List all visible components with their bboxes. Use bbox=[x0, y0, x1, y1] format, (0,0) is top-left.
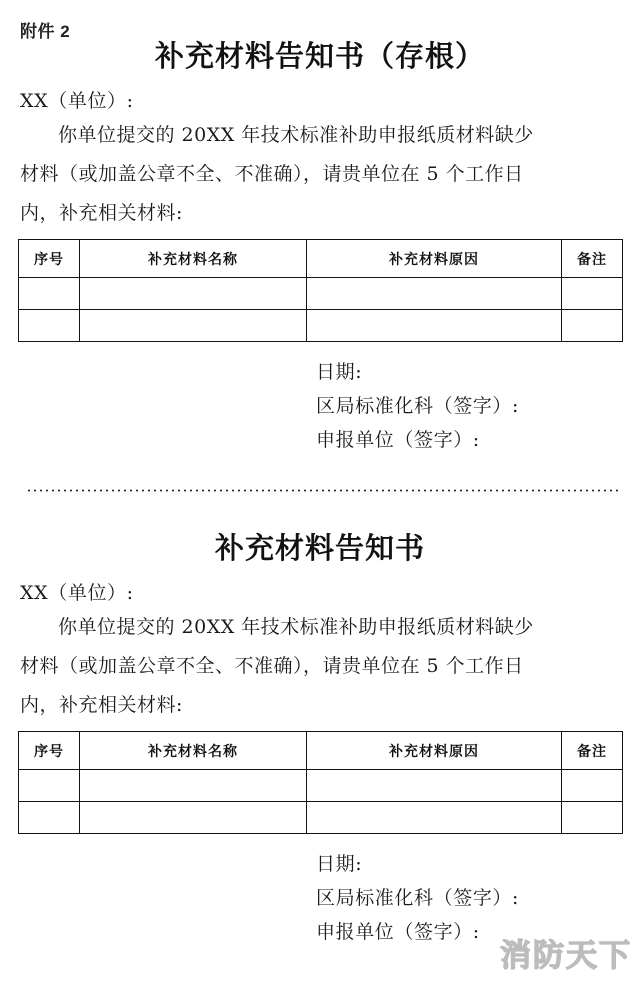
cut-separator-line bbox=[26, 489, 620, 492]
section-main-copy bbox=[0, 532, 640, 949]
cell-name[interactable] bbox=[80, 278, 307, 310]
cell-seq[interactable] bbox=[19, 770, 80, 802]
signature-date-stub[interactable]: 日期: bbox=[316, 361, 363, 384]
cell-note[interactable] bbox=[562, 278, 623, 310]
body-line-3-stub: 内，补充相关材料: bbox=[20, 202, 183, 225]
section-stub-copy bbox=[0, 40, 640, 457]
body-line-2-main: 材料（或加盖公章不全、不准确），请贵单位在 5 个工作日 bbox=[20, 655, 524, 678]
cell-name[interactable] bbox=[80, 802, 307, 834]
table-wrapper-main bbox=[0, 731, 640, 834]
cell-seq[interactable] bbox=[19, 310, 80, 342]
signature-applicant-stub[interactable]: 申报单位（签字）: bbox=[316, 428, 480, 451]
signature-block-stub bbox=[0, 356, 640, 457]
cell-reason[interactable] bbox=[307, 310, 562, 342]
signature-bureau-main[interactable]: 区局标准化科（签字）: bbox=[316, 886, 520, 909]
column-header-note: 备注 bbox=[562, 240, 623, 278]
cell-note[interactable] bbox=[562, 770, 623, 802]
addressee-main: XX（单位）: bbox=[20, 581, 134, 604]
table-header-row bbox=[19, 240, 623, 278]
supplement-table-main bbox=[18, 731, 623, 834]
page-title-main: 补充材料告知书 bbox=[214, 533, 425, 565]
supplement-table-stub bbox=[18, 239, 623, 342]
table-header-row bbox=[19, 732, 623, 770]
watermark-text: 消防天下 bbox=[500, 938, 632, 973]
table-row[interactable] bbox=[19, 310, 623, 342]
cell-name[interactable] bbox=[80, 770, 307, 802]
cell-name[interactable] bbox=[80, 310, 307, 342]
addressee-stub: XX（单位）: bbox=[20, 89, 134, 112]
cell-reason[interactable] bbox=[307, 802, 562, 834]
body-line-1-stub: 你单位提交的 20XX 年技术标准补助申报纸质材料缺少 bbox=[58, 124, 534, 147]
cell-reason[interactable] bbox=[307, 770, 562, 802]
cell-reason[interactable] bbox=[307, 278, 562, 310]
column-header-reason: 补充材料原因 bbox=[307, 240, 562, 278]
cell-seq[interactable] bbox=[19, 278, 80, 310]
cell-seq[interactable] bbox=[19, 802, 80, 834]
table-row[interactable] bbox=[19, 278, 623, 310]
signature-bureau-stub[interactable]: 区局标准化科（签字）: bbox=[316, 394, 520, 417]
page-title-stub: 补充材料告知书（存根） bbox=[154, 41, 485, 73]
column-header-seq: 序号 bbox=[19, 732, 80, 770]
column-header-name: 补充材料名称 bbox=[80, 240, 307, 278]
cell-note[interactable] bbox=[562, 802, 623, 834]
table-row[interactable] bbox=[19, 770, 623, 802]
column-header-name: 补充材料名称 bbox=[80, 732, 307, 770]
cell-note[interactable] bbox=[562, 310, 623, 342]
table-wrapper-stub bbox=[0, 239, 640, 342]
column-header-note: 备注 bbox=[562, 732, 623, 770]
column-header-reason: 补充材料原因 bbox=[307, 732, 562, 770]
signature-applicant-main[interactable]: 申报单位（签字）: bbox=[316, 920, 480, 943]
column-header-seq: 序号 bbox=[19, 240, 80, 278]
signature-date-main[interactable]: 日期: bbox=[316, 853, 363, 876]
body-line-2-stub: 材料（或加盖公章不全、不准确），请贵单位在 5 个工作日 bbox=[20, 163, 524, 186]
signature-block-main bbox=[0, 848, 640, 949]
attachment-label: 附件 2 bbox=[20, 22, 71, 41]
body-line-1-main: 你单位提交的 20XX 年技术标准补助申报纸质材料缺少 bbox=[58, 616, 534, 639]
table-row[interactable] bbox=[19, 802, 623, 834]
body-line-3-main: 内，补充相关材料: bbox=[20, 694, 183, 717]
